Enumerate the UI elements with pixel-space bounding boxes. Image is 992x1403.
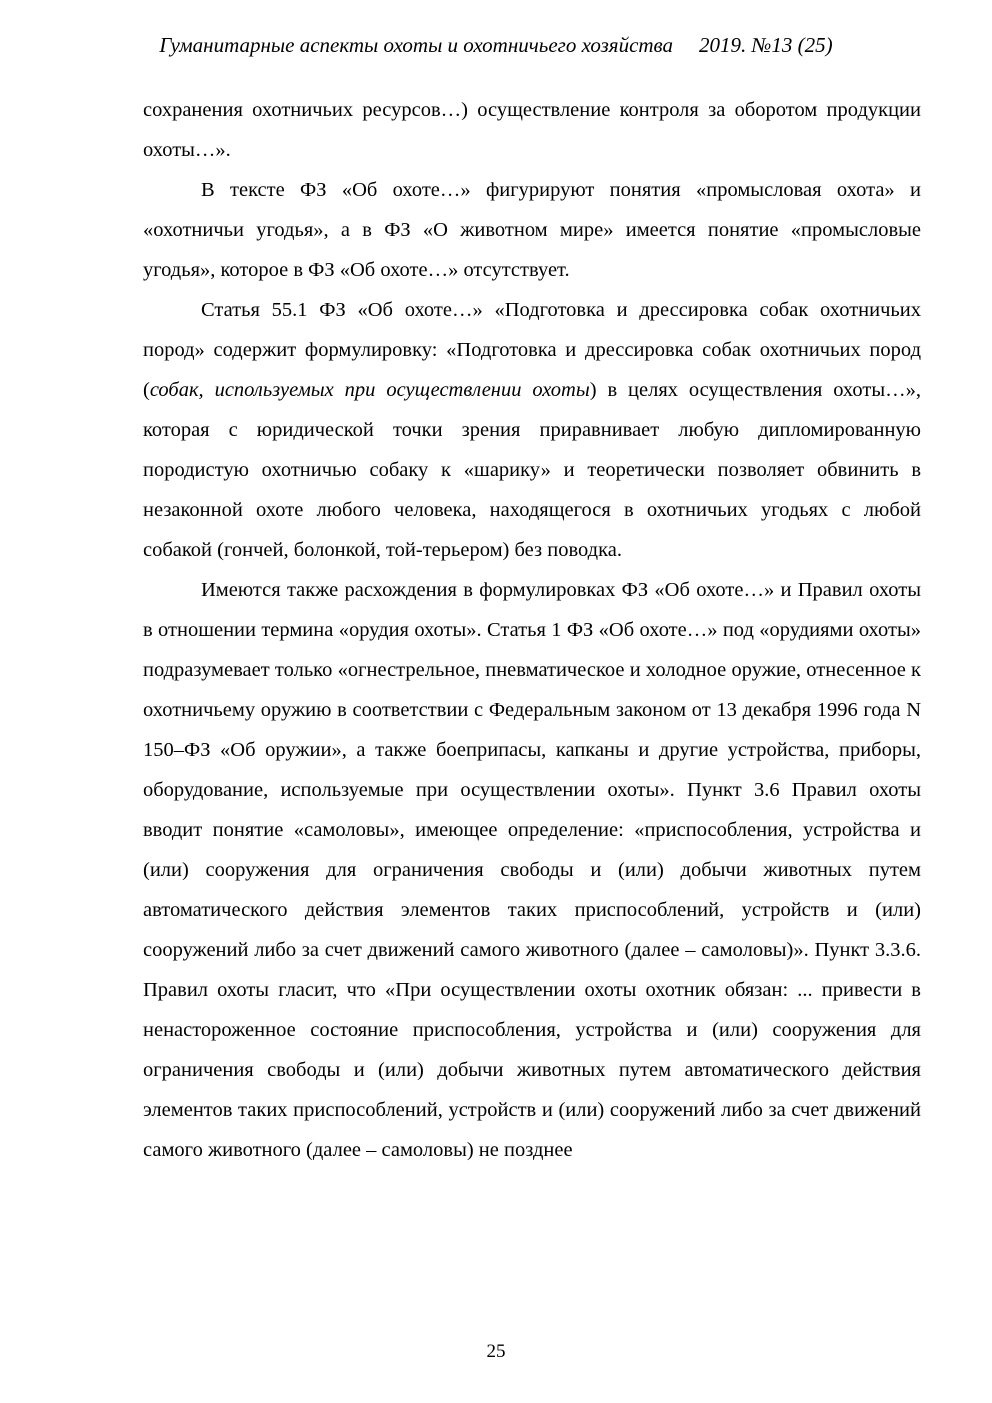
paragraph-dog-training-italic: собак, используемых при осуществлении охоты — [149, 379, 590, 401]
paragraph-continuation: сохранения охотничьих ресурсов…) осуществление контроля за оборотом продукции охоты…». — [143, 99, 921, 161]
issue-number: 2019. №13 (25) — [699, 33, 833, 57]
paragraph-dog-training-part1: Статья 55.1 ФЗ «Об охоте…» «Подготовка и дрессировка собак охотничьих пород» содержит формулировку: «Подготовка и дрессировка собак охотничьих пород ( — [143, 299, 921, 401]
article-body — [143, 90, 921, 1170]
paragraph-terms: В тексте ФЗ «Об охоте…» фигурируют понятия «промысловая охота» и «охотничьи угодья», а в ФЗ «О животном мире» имеется понятие «промысловые угодья», которое в ФЗ «Об охоте…» отсутствует. — [143, 179, 921, 281]
paragraph-hunting-tools: Имеются также расхождения в формулировках ФЗ «Об охоте…» и Правил охоты в отношении термина «орудия охоты». Статья 1 ФЗ «Об охоте…» под «орудиями охоты» подразумевает только «огнестрельное, пневматическое и холодное оружие, отнесенное к охотничьему оружию в соответствии с Федеральным законом от 13 декабря 1996 года N 150–ФЗ «Об оружии», а также боеприпасы, капканы и другие устройства, приборы, оборудование, используемые при осуществлении охоты». Пункт 3.6 Правил охоты вводит понятие «самоловы», имеющее определение: «приспособления, устройства и (или) сооружения для ограничения свободы и (или) добычи животных путем автоматического действия элементов таких приспособлений, устройств и (или) сооружений либо за счет движений самого животного (далее – самоловы)». Пункт 3.3.6. Правил охоты гласит, что «При осуществлении охоты охотник обязан: ... привести в ненастороженное состояние приспособления, устройства и (или) сооружения для ограничения свободы и (или) добычи животных путем автоматического действия элементов таких приспособлений, устройств и (или) сооружений либо за счет движений самого животного (далее – самоловы) не позднее — [143, 579, 921, 1161]
page-number: 25 — [486, 1341, 506, 1362]
paragraph-dog-training-part2: ) в целях осуществления охоты…», которая с юридической точки зрения приравнивает любую дипломированную породистую охотничью собаку к «шарику» и теоретически позволяет обвинить в незаконной охоте любого человека, находящегося в охотничьих угодьях с любой собакой (гончей, болонкой, той-терьером) без поводка. — [143, 379, 921, 561]
journal-title: Гуманитарные аспекты охоты и охотничьего хозяйства — [159, 33, 674, 57]
paragraph-dog-training — [143, 290, 921, 570]
running-header — [0, 30, 992, 60]
